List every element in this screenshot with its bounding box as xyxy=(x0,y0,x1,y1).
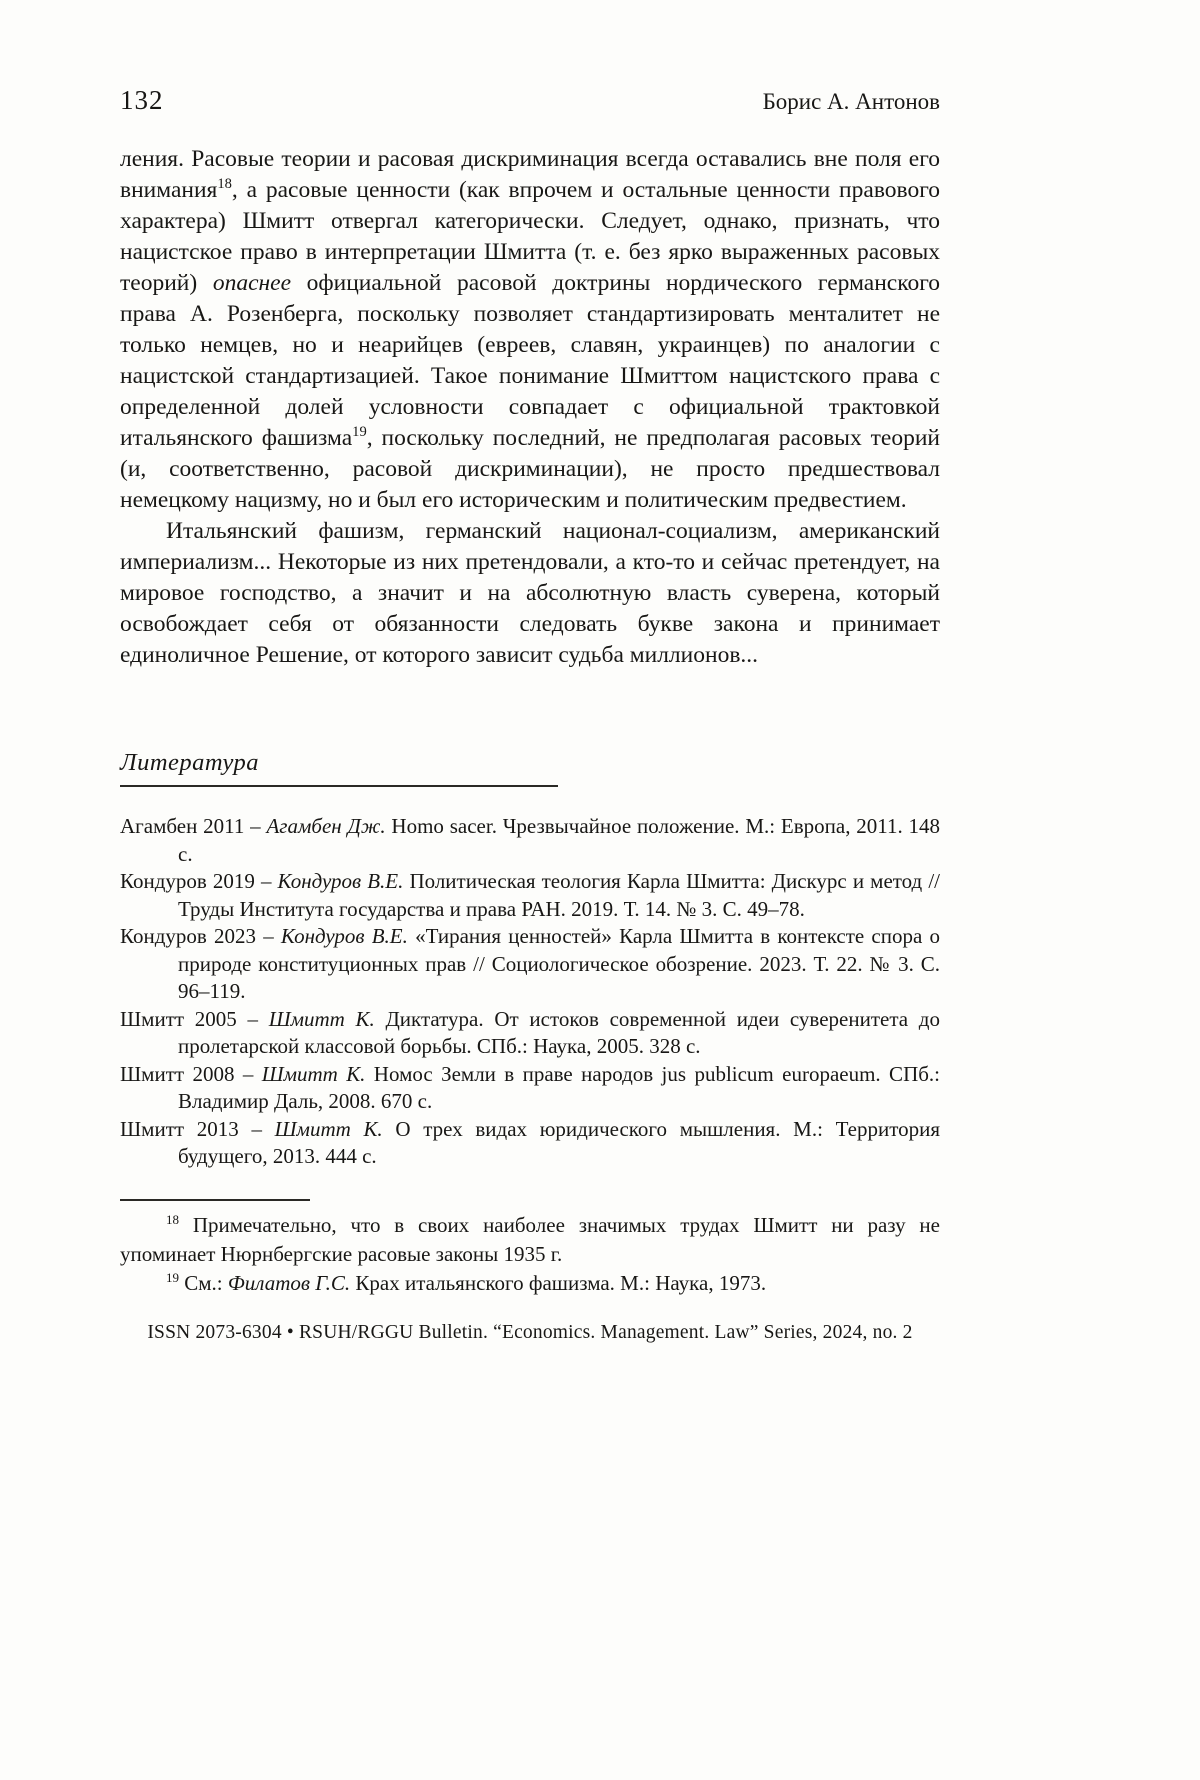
reference-entry xyxy=(120,1006,940,1061)
footnote xyxy=(120,1269,940,1298)
footnote-ref-superscript: 19 xyxy=(352,424,367,441)
text-run: Шмитт 2013 – xyxy=(120,1116,275,1141)
italic-text-run: Кондуров В.Е. xyxy=(280,924,408,948)
text-run: Примечательно, что в своих наиболее значимых трудах Шмитт ни разу не упоминает Нюрнбергские расовые законы 1935 г. xyxy=(120,1212,940,1266)
text-run: О трех видах юридического мышления. М.: Территория будущего, 2013. 444 с. xyxy=(178,1116,940,1168)
body-paragraph xyxy=(120,516,940,671)
footnote-separator-rule xyxy=(120,1199,310,1201)
text-run: Кондуров 2019 – xyxy=(120,869,278,893)
text-run: Итальянский фашизм, германский национал-социализм, американский империализм... Некоторые из них претендовали, а кто-то и сейчас претендует, на мировое господство, а значит и на абсолютную власть суверена, который освобождает себя от обязанности следовать букве закона и принимает единоличное Решение, от которого зависит судьба миллионов... xyxy=(120,518,940,668)
text-run: Шмитт 2005 – xyxy=(120,1006,269,1031)
reference-entry xyxy=(120,1061,940,1116)
text-run: Кондуров 2023 – xyxy=(120,924,281,948)
running-head-author: Борис А. Антонов xyxy=(762,89,940,114)
text-run: Номос Земли в праве народов jus publicum europaeum. СПб.: Владимир Даль, 2008. 670 с. xyxy=(178,1061,940,1113)
literature-heading: Литература xyxy=(120,749,260,776)
journal-footer: ISSN 2073-6304 • RSUH/RGGU Bulletin. “Economics. Management. Law” Series, 2024, no. 2 xyxy=(147,1321,913,1343)
running-header xyxy=(120,85,940,116)
text-run: , поскольку последний, не предполагая расовых теорий (и, соответственно, расовой дискриминации), не просто предшествовал немецкому нацизму, но и был его историческим и политическим предвестием. xyxy=(120,425,940,513)
text-run: «Тирания ценностей» Карла Шмитта в контексте спора о природе конституционных прав // Социологическое обозрение. 2023. Т. 22. № 3. С. 96–119. xyxy=(178,924,940,1003)
text-run: официальной расовой доктрины нордического германского права А. Розенберга, поскольку позволяет стандартизировать менталитет не только немцев, но и неарийцев (евреев, славян, украинцев) по аналогии с нацистской стандартизацией. Такое понимание Шмиттом нацистского права с определенной долей условности совпадает с официальной трактовкой итальянского фашизма xyxy=(120,270,941,451)
literature-section xyxy=(120,749,940,1171)
italic-text-run: опаснее xyxy=(212,270,292,296)
reference-list xyxy=(120,813,940,1171)
italic-text-run: Агамбен Дж. xyxy=(266,814,386,838)
body-paragraph xyxy=(120,144,940,516)
italic-text-run: Филатов Г.С. xyxy=(227,1270,351,1295)
text-run: См.: xyxy=(184,1270,228,1295)
page-number: 132 xyxy=(120,85,164,115)
reference-entry xyxy=(120,923,940,1006)
footnotes xyxy=(120,1211,940,1298)
text-run: , а расовые ценности (как впрочем и остальные ценности правового характера) Шмитт отвергал категорически. Следует, однако, признать, что нацистское право в интерпретации Шмитта (т. е. без ярко выраженных расовых теорий) xyxy=(120,177,940,296)
text-run: Агамбен 2011 – xyxy=(120,814,267,838)
italic-text-run: Шмитт К. xyxy=(268,1006,375,1031)
text-run: Крах итальянского фашизма. М.: Наука, 1973. xyxy=(350,1270,767,1295)
article-body xyxy=(120,144,940,671)
text-run: ления. Расовые теории и расовая дискриминация всегда оставались вне поля его внимания xyxy=(120,146,940,203)
reference-entry xyxy=(120,813,940,868)
reference-entry xyxy=(120,868,940,923)
footnote-block xyxy=(120,1199,940,1298)
text-run: Диктатура. От истоков современной идеи суверенитета до пролетарской классовой борьбы. СПб.: Наука, 2005. 328 с. xyxy=(178,1006,940,1058)
italic-text-run: Кондуров В.Е. xyxy=(277,869,404,893)
footnote-marker: 19 xyxy=(166,1269,180,1285)
footnote xyxy=(120,1211,940,1269)
text-run: Политическая теология Карла Шмитта: Дискурс и метод // Труды Института государства и права РАН. 2019. Т. 14. № 3. С. 49–78. xyxy=(178,869,940,921)
text-run: Homo sacer. Чрезвычайное положение. М.: Европа, 2011. 148 с. xyxy=(178,814,941,866)
italic-text-run: Шмитт К. xyxy=(261,1061,366,1086)
reference-entry xyxy=(120,1116,940,1171)
footnote-ref-superscript: 18 xyxy=(217,176,232,193)
footnote-marker: 18 xyxy=(166,1211,180,1227)
italic-text-run: Шмитт К. xyxy=(274,1116,383,1141)
text-run: Шмитт 2008 – xyxy=(120,1061,262,1086)
literature-heading-rule xyxy=(120,785,558,787)
